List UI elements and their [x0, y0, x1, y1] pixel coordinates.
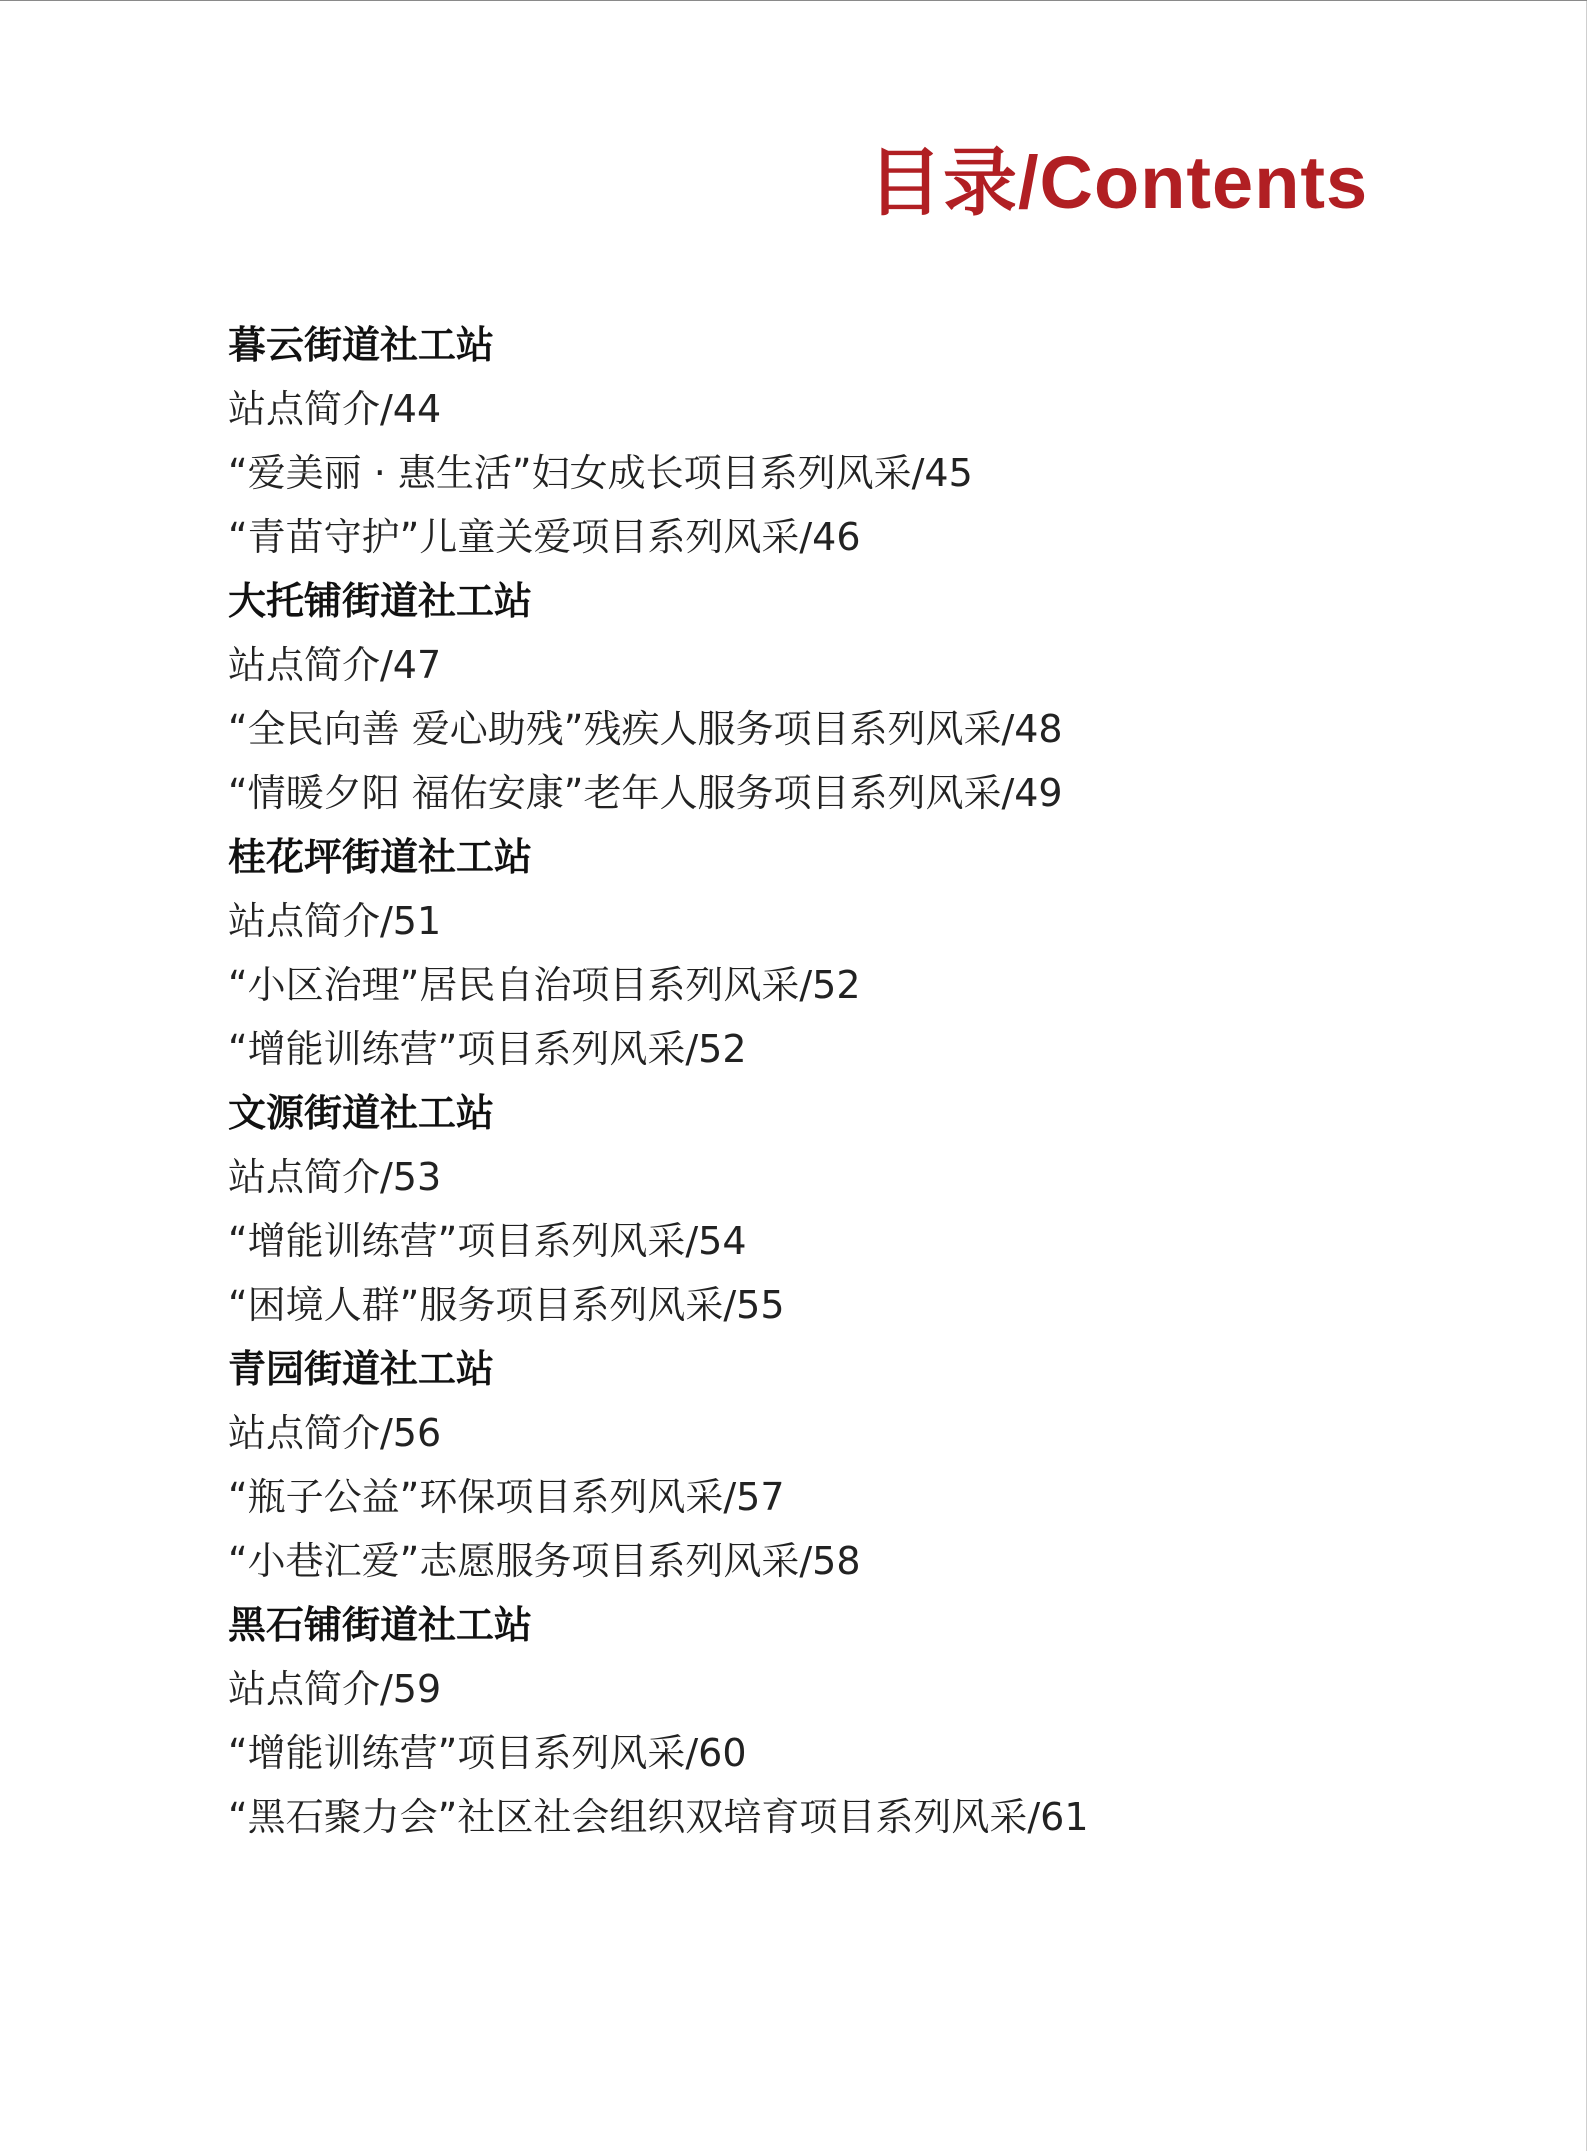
section-heading: 文源街道社工站	[228, 1090, 495, 1135]
toc-entry: “全民向善 爱心助残”残疾人服务项目系列风采/48	[228, 707, 1063, 751]
toc-section	[228, 1081, 1528, 1337]
toc-entry: 站点简介/51	[228, 899, 442, 943]
toc-section	[228, 1593, 1528, 1849]
toc-section	[228, 313, 1528, 569]
toc-section	[228, 1337, 1528, 1593]
toc-entry: 站点简介/53	[228, 1155, 442, 1199]
toc-section	[228, 569, 1528, 825]
toc-entry: 站点简介/59	[228, 1667, 442, 1711]
section-heading: 桂花坪街道社工站	[228, 834, 533, 879]
toc-entry: “困境人群”服务项目系列风采/55	[228, 1283, 785, 1327]
section-heading: 大托铺街道社工站	[228, 578, 533, 623]
section-heading: 青园街道社工站	[228, 1346, 495, 1391]
section-heading: 暮云街道社工站	[228, 322, 495, 367]
toc-entry: “情暖夕阳 福佑安康”老年人服务项目系列风采/49	[228, 771, 1063, 815]
toc-entry: “青苗守护”儿童关爱项目系列风采/46	[228, 515, 861, 559]
toc-entry: 站点简介/44	[228, 387, 442, 431]
toc-entry: 站点简介/47	[228, 643, 442, 687]
toc-entry: “爱美丽 · 惠生活”妇女成长项目系列风采/45	[228, 451, 973, 495]
toc-section	[228, 825, 1528, 1081]
toc-entry: 站点简介/56	[228, 1411, 442, 1455]
section-heading: 黑石铺街道社工站	[228, 1602, 533, 1647]
toc-entry: “小巷汇爱”志愿服务项目系列风采/58	[228, 1539, 861, 1583]
table-of-contents	[228, 313, 1528, 1849]
page-title: 目录/Contents	[868, 141, 1369, 224]
toc-entry: “瓶子公益”环保项目系列风采/57	[228, 1475, 785, 1519]
toc-entry: “黑石聚力会”社区社会组织双培育项目系列风采/61	[228, 1795, 1089, 1839]
toc-entry: “增能训练营”项目系列风采/54	[228, 1219, 747, 1263]
toc-entry: “增能训练营”项目系列风采/52	[228, 1027, 747, 1071]
toc-entry: “小区治理”居民自治项目系列风采/52	[228, 963, 861, 1007]
toc-entry: “增能训练营”项目系列风采/60	[228, 1731, 747, 1775]
